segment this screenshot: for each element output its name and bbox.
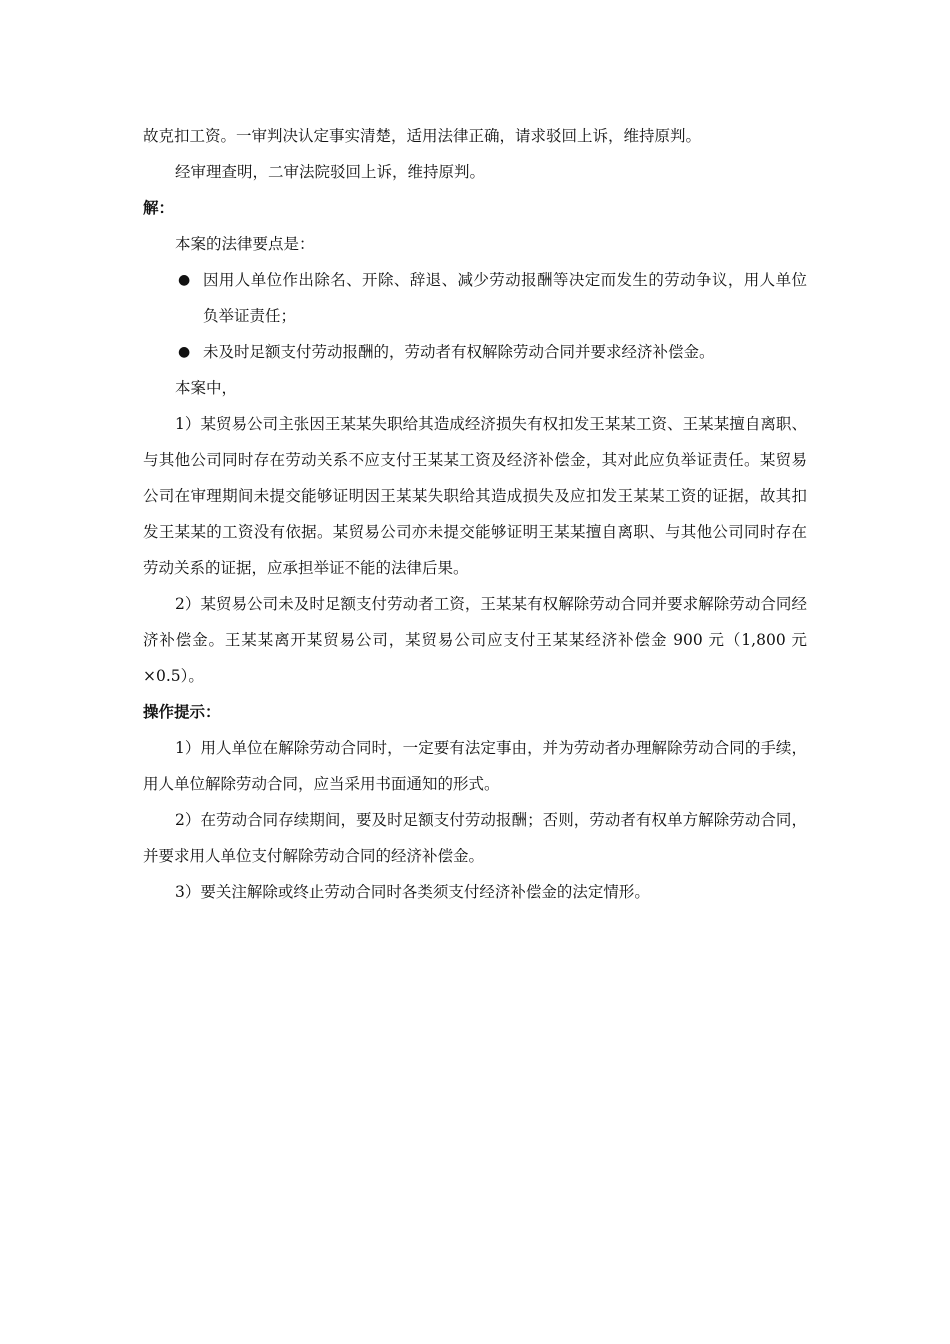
paragraph-case-intro: 本案中， [175, 379, 238, 397]
paragraph-tip-3: 3）要关注解除或终止劳动合同时各类须支付经济补偿金的法定情形。 [175, 883, 650, 901]
paragraph-analysis-1: 1）某贸易公司主张因王某某失职给其造成经济损失有权扣发王某某工资、王某某擅自离职、与其他公司同时存在劳动关系不应支付王某某工资及经济补偿金，其对此应负举证责任。某贸易公司在审理期间未提交能够证明因王某某失职给其造成损失及应扣发王某某工资的证据，故其扣发王某某的工资没有依据。某贸易公司亦未提交能够证明王某某擅自离职、与其他公司同时存在劳动关系的证据，应承担举证不能的法律后果。 [143, 415, 807, 577]
paragraph-tip-1: 1）用人单位在解除劳动合同时，一定要有法定事由，并为劳动者办理解除劳动合同的手续，用人单位解除劳动合同，应当采用书面通知的形式。 [143, 739, 807, 793]
paragraph-tip-2: 2）在劳动合同存续期间，要及时足额支付劳动报酬；否则，劳动者有权单方解除劳动合同，并要求用人单位支付解除劳动合同的经济补偿金。 [143, 811, 807, 865]
bullet-icon: ● [178, 344, 191, 360]
bullet-item-compensation [143, 334, 807, 370]
bullet-icon: ● [178, 272, 191, 288]
paragraph-legal-points-intro: 本案的法律要点是： [175, 235, 315, 253]
bullet-text: 未及时足额支付劳动报酬的，劳动者有权解除劳动合同并要求经济补偿金。 [203, 343, 715, 361]
paragraph-continued: 故克扣工资。一审判决认定事实清楚，适用法律正确，请求驳回上诉，维持原判。 [143, 127, 702, 145]
bullet-item-burden-of-proof [143, 262, 807, 334]
document-body [143, 118, 807, 910]
heading-operation-tips: 操作提示： [143, 703, 221, 721]
bullet-text: 因用人单位作出除名、开除、辞退、减少劳动报酬等决定而发生的劳动争议，用人单位负举证责任； [203, 271, 807, 325]
paragraph-review-result: 经审理查明，二审法院驳回上诉，维持原判。 [175, 163, 486, 181]
heading-solution: 解： [143, 199, 175, 217]
paragraph-analysis-2: 2）某贸易公司未及时足额支付劳动者工资，王某某有权解除劳动合同并要求解除劳动合同经济补偿金。王某某离开某贸易公司，某贸易公司应支付王某某经济补偿金 900 元（1,800 元×0.5）。 [143, 595, 807, 685]
